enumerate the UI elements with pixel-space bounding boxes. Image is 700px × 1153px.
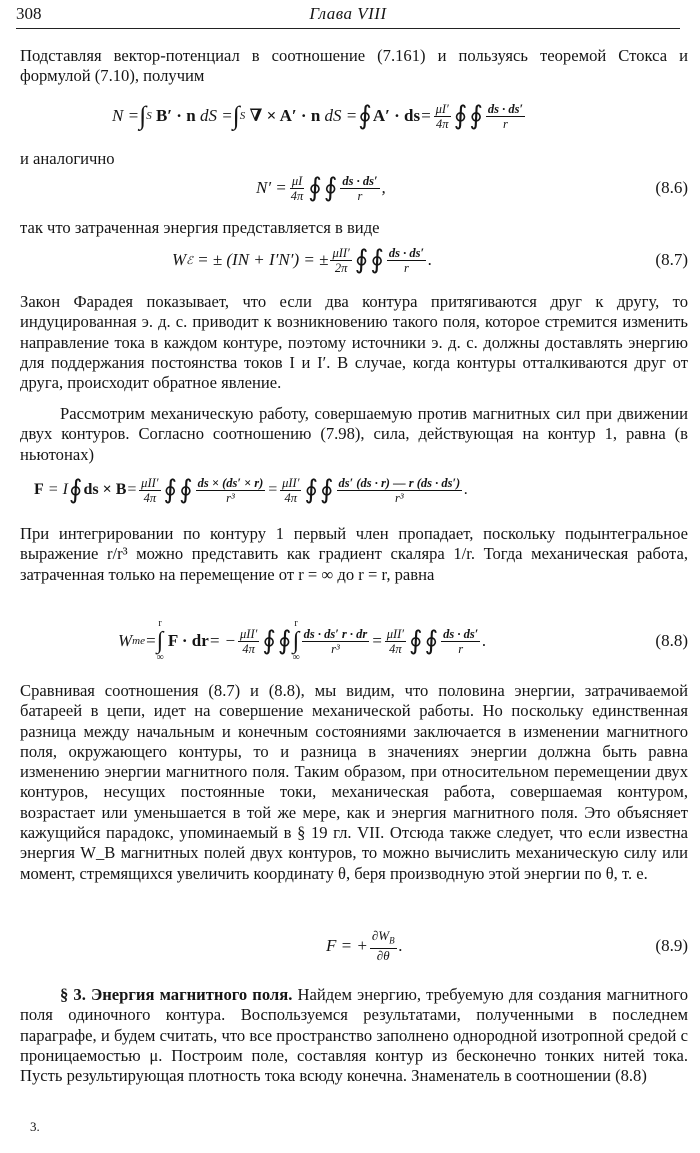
equation-8-9-number: (8.9) [655, 936, 688, 955]
paragraph-1: Подставляя вектор-потенциал в соотношение (7.161) и пользуясь теоремой Стокса и формулой (7.10), получим [20, 46, 688, 86]
equation-n: N = ∫ S B′ · n dS = ∫ S ∇ × A′ · n dS = ∮ A′ · ds = $\frac{\mu I'}{4\pi}$ ∮ ∮ $\frac{ds \cdot ds'}{r}$ [112, 101, 523, 131]
equation-8-8-number: (8.8) [655, 631, 688, 650]
section-text: Найдем энергию, требуемую для создания магнитного поля одиночного контура. Воспользуемся результатами, полученными в последнем параграфе, и будем считать, что все пространство заполнено однородной изотропной средой с проницаемостью μ. Построим поле, составляя контур из бесконечно тонких нитей тока. Пусть результирующая плотность тока всюду конечна. Знаменатель в соотношении (8.8) [20, 985, 688, 1086]
page-number: 308 [16, 4, 42, 23]
paragraph-6: При интегрировании по контуру 1 первый член пропадает, поскольку подынтегральное выражение r/r³ можно представить как градиент скаляра 1/r. Тогда механическая работа, затраченная только на перемещение от r = ∞ до r = r, равна [20, 524, 688, 584]
equation-8-7-number: (8.7) [655, 250, 688, 269]
equation-8-7: W ℰ = ± (IN + I′N′) = ± $\frac{\text{μII′}}{2\pi}$ ∮ ∮ $\frac{ds \cdot ds'}{r}$ . (8.7) [20, 240, 688, 280]
chapter-title: Глава VIII [309, 4, 387, 23]
equation-force: F = I ∮ ds × B = $\frac{\text{μII′}}{4\pi}$ ∮ ∮ $\frac{ds \times (ds' \times r)}{\text{r³}}$ = $\frac{\text{μII′}}{4\pi}$ ∮ ∮ $\frac{ds' (ds \cdot r) — r (ds \cdot ds')}{\text{r³}}$ . [34, 475, 469, 505]
paragraph-2: и аналогично [20, 149, 115, 168]
equation-8-6-number: (8.6) [655, 178, 688, 197]
page-header [16, 4, 680, 28]
paragraph-8 [20, 985, 688, 1086]
paragraph-7: Сравнивая соотношения (8.7) и (8.8), мы видим, что половина энергии, затрачиваемой батареей в цепи, идет на совершение механической работы. Но поскольку единственная разница между начальным и конечным состояниями заключается в изменении магнитного поля, окружающего контуры, то и разница в значениях энергии должна быть равна изменению энергии магнитного поля. Таким образом, при относительном перемещении двух контуров, несущих постоянные токи, механическая работа, совершаемая контуром, возрастает или уменьшается в той же мере, как и энергия магнитного поля. Это объясняет кажущийся парадокс, упоминаемый в § 19 гл. VII. Отсюда также следует, что если известна энергия W_B магнитных полей двух контуров, то можно вычислить механическую силу или момент, стремящихся увеличить координату θ, беря производную этой энергии по θ, т. е. [20, 681, 688, 883]
section-heading: § 3. Энергия магнитного поля. [60, 985, 293, 1004]
equation-8-6: N′ = $\frac{\mu I}{4\pi}$ ∮ ∮ $\frac{ds \cdot ds'}{r}$ , (8.6) [20, 168, 688, 208]
paragraph-4: Закон Фарадея показывает, что если два контура притягиваются друг к другу, то индуцированная э. д. с. приводит к возникновению такого поля, которое стремится изменить направление тока в каждом контуре, поэтому источники э. д. с. должны доставлять энергию для поддержания постоянства токов I и I′. В случае, когда контуры отталкиваются друг от друга, происходит обратное явление. [20, 292, 688, 393]
paragraph-3: так что затраченная энергия представляется в виде [20, 218, 380, 237]
equation-8-8: W me = r ∫ ∞ F · dr = − $\frac{\text{μII′}}{4\pi}$ ∮ ∮ r ∫ ∞ $\frac{ds \cdot ds' r \cdot dr}{\text{r³}}$ = $\frac{\text{μII′}}{4\pi}$ ∮ ∮ $\frac{ds \cdot ds'}{r}$ . (8.8) [118, 618, 688, 663]
header-rule [16, 28, 680, 29]
equation-8-9: F = + $\frac{\partial W_B}{\partial\theta}$ . (8.9) [20, 926, 688, 966]
paragraph-5: Рассмотрим механическую работу, совершаемую против магнитных сил при движении двух контуров. Согласно соотношению (7.98), сила, действующая на контур 1, равна (в ньютонах) [20, 404, 688, 464]
footer-mark: 3. [30, 1119, 40, 1134]
